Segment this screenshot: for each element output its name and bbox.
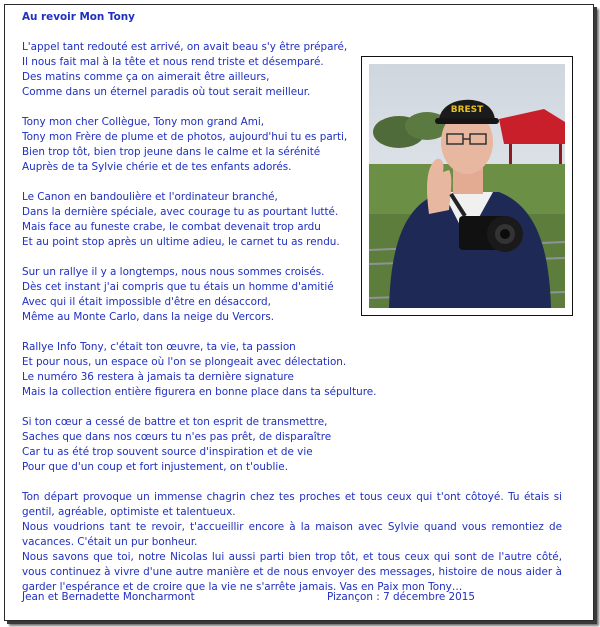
poem-line: Auprès de ta Sylvie chérie et de tes enfants adorés.: [22, 161, 292, 173]
poem-line: Car tu as été trop souvent source d'inspiration et de vie: [22, 446, 313, 458]
place-date: Pizançon : 7 décembre 2015: [327, 591, 476, 603]
page-title: Au revoir Mon Tony: [22, 11, 135, 23]
poem-line: Pour que d'un coup et fort injustement, on t'oublie.: [22, 461, 288, 473]
poem-line: Et au point stop après un ultime adieu, le carnet tu as rendu.: [22, 236, 340, 248]
poem-line: Bien trop tôt, bien trop jeune dans le calme et la sérénité: [22, 146, 321, 158]
poem-line: Mais face au funeste crabe, le combat devenait trop ardu: [22, 221, 321, 233]
poem-line: Le Canon en bandoulière et l'ordinateur branché,: [22, 191, 278, 203]
poem-line: Même au Monte Carlo, dans la neige du Vercors.: [22, 311, 275, 323]
prose-paragraph: Nous voudrions tant te revoir, t'accueillir encore à la maison avec Sylvie quand vous remontiez de vacances. C'était un pur bonheur.: [22, 521, 562, 548]
poem-line: Et pour nous, un espace où l'on se plongeait avec délectation.: [22, 356, 347, 368]
poem-line: Dès cet instant j'ai compris que tu étais un homme d'amitié: [22, 281, 334, 293]
poem-line: Des matins comme ça on aimerait être ailleurs,: [22, 71, 270, 83]
prose-section: [22, 490, 562, 595]
portrait-photo: [361, 56, 573, 316]
authors: Jean et Bernadette Moncharmont: [22, 591, 195, 603]
photographer-image: [369, 64, 565, 308]
poem-line: Tony mon Frère de plume et de photos, aujourd'hui tu es parti,: [22, 131, 348, 143]
poem-line: Le numéro 36 restera à jamais ta dernière signature: [22, 371, 294, 383]
prose-paragraph: Ton départ provoque un immense chagrin chez tes proches et tous ceux qui t'ont côtoyé. Tu étais si gentil, agréable, optimiste et talentueux.: [22, 491, 562, 518]
poem-line: Rallye Info Tony, c'était ton œuvre, ta vie, ta passion: [22, 341, 296, 353]
cap-lettering: BREST: [450, 105, 484, 115]
poem-line: Il nous fait mal à la tête et nous rend triste et désemparé.: [22, 56, 324, 68]
poem-line: L'appel tant redouté est arrivé, on avait beau s'y être préparé,: [22, 41, 348, 53]
poem-line: Sur un rallye il y a longtemps, nous nous sommes croisés.: [22, 266, 325, 278]
poem-line: Tony mon cher Collègue, Tony mon grand Ami,: [22, 116, 265, 128]
poem-line: Si ton cœur a cessé de battre et ton esprit de transmettre,: [22, 416, 328, 428]
poem-line: Saches que dans nos cœurs tu n'es pas prêt, de disparaître: [22, 431, 332, 443]
prose-paragraph: Nous savons que toi, notre Nicolas lui aussi parti bien trop tôt, et tous ceux qui sont de l'autre côté, vous continuez à vivre d'une autre manière et de nous envoyer des messages, histoire de nous aider à garder l'espérance et de croire que la vie ne s'arrête jamais. Vas en Paix mon Tony…: [22, 551, 562, 593]
poem-line: Mais la collection entière figurera en bonne place dans ta sépulture.: [22, 386, 377, 398]
poem-line: Dans la dernière spéciale, avec courage tu as pourtant lutté.: [22, 206, 339, 218]
poem-line: Avec qui il était impossible d'être en désaccord,: [22, 296, 271, 308]
stanza: [22, 340, 562, 400]
poem-line: Comme dans un éternel paradis où tout serait meilleur.: [22, 86, 311, 98]
stanza: [22, 415, 562, 475]
